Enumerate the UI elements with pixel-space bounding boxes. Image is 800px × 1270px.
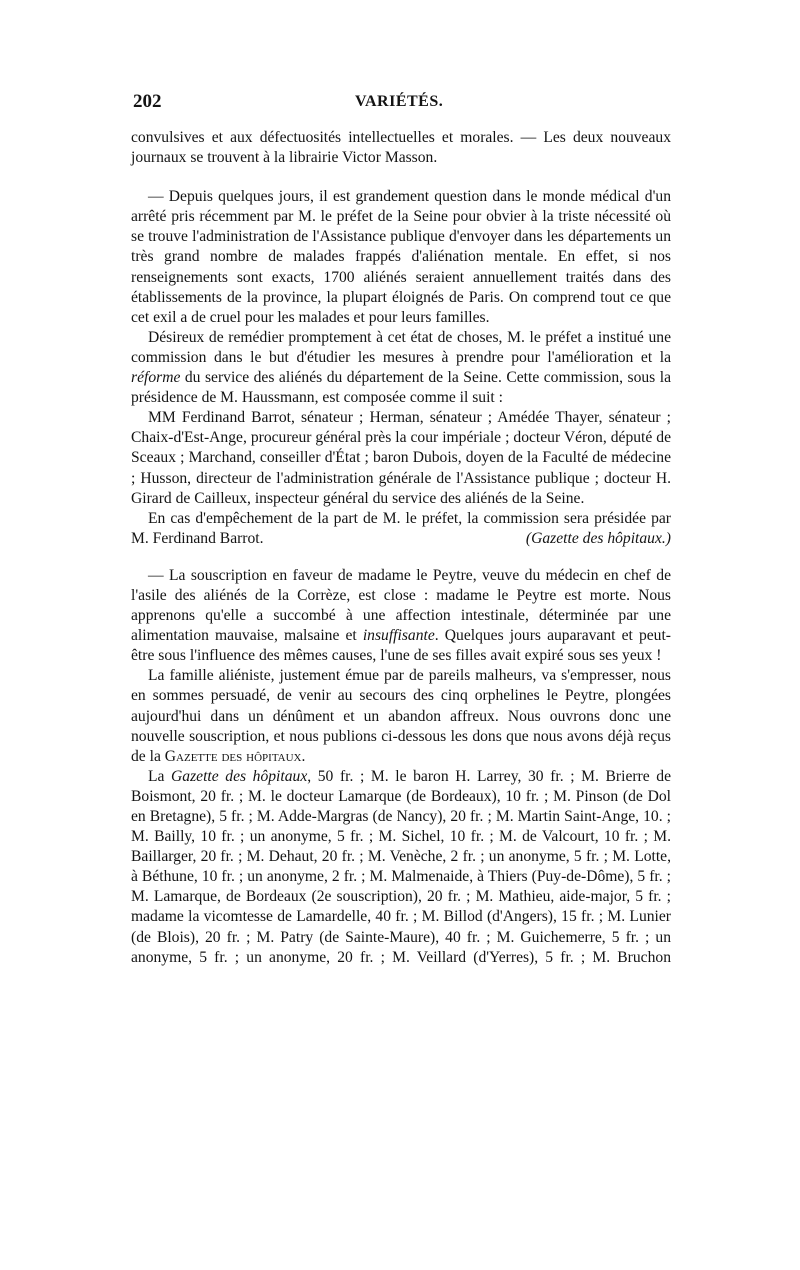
- running-head: VARIÉTÉS.: [355, 93, 444, 110]
- page-number: 202: [133, 91, 162, 112]
- appeal-text-start: La famille aliéniste, justement émue par de pareils malheurs, va s'empresser, nous en sommes persuadé, de venir au secours des cinq orphelines le Peytre, plongées aujourd'hui dans un dénûment et un abandon affreux. Nous ouvrons donc une nouvelle souscription, et nous publions ci-dessous les dons que nous avons déjà reçus de la: [131, 667, 671, 765]
- paragraph-members-list: MM Ferdinand Barrot, sénateur ; Herman, sénateur ; Amédée Thayer, sénateur ; Chaix-d'Est-Ange, procureur général près la cour impériale ; docteur Véron, député de Sceaux ; Marchand, conseiller d'État ; baron Dubois, doyen de la Faculté de médecine ; Husson, directeur de l'administration générale de l'Assistance publique ; docteur H. Girard de Cailleux, inspecteur général du service des aliénés de la Seine.: [131, 409, 671, 507]
- presidency-text: En cas d'empêchement de la part de M. le préfet, la commission sera présidée par M. Ferdinand Barrot.: [131, 509, 671, 547]
- donors-text: , 50 fr. ; M. le baron H. Larrey, 30 fr. ; M. Brierre de Boismont, 20 fr. ; M. le docteur Lamarque (de Bordeaux), 10 fr. ; M. Pinson (de Dol en Bretagne), 5 fr. ; M. Adde-Margras (de Nancy), 20 fr. ; M. Martin Saint-Ange, 10. ; M. Bailly, 10 fr. ; un anonyme, 5 fr. ; M. Sichel, 10 fr. ; M. de Valcourt, 10 fr. ; M. Baillarger, 20 fr. ; M. Dehaut, 20 fr. ; M. Venèche, 2 fr. ; un anonyme, 5 fr. ; M. Lotte, à Béthune, 10 fr. ; un anonyme, 2 fr. ; M. Malmenaide, à Thiers (Puy-de-Dôme), 5 fr. ; M. Lamarque, de Bordeaux (2e souscription), 20 fr. ; M. Mathieu, aide-major, 5 fr. ; madame la vicomtesse de Lamardelle, 40 fr. ; M. Billod (d'Angers), 15 fr. ; M. Lunier (de Blois), 20 fr. ; M. Patry (de Sainte-Maure), 40 fr. ; M. Guichemerre, 5 fr. ; un anonyme, 5 fr. ; un anonyme, 20 fr. ; M. Veillard (d'Yerres), 5 fr. ; M. Bruchon: [131, 767, 671, 966]
- commission-text-start: Désireux de remédier promptement à cet état de choses, M. le préfet a institué une commission dans le but d'étudier les mesures à prendre pour l'amélioration et la: [131, 328, 671, 366]
- paragraph-subscription: [131, 566, 671, 666]
- paragraph-family-appeal: [131, 666, 671, 766]
- source-attribution: (Gazette des hôpitaux.): [525, 529, 671, 547]
- paragraph-donors-list: [131, 767, 671, 968]
- body-text: [131, 128, 671, 968]
- donors-lead: La: [148, 767, 172, 785]
- commission-emphasis: réforme: [131, 369, 181, 387]
- donors-emphasis: Gazette des hôpitaux: [171, 767, 308, 785]
- commission-text-end: du service des aliénés du département de la Seine. Cette commission, sous la présidence de M. Haussmann, est composée comme il suit :: [131, 369, 671, 407]
- paragraph-commission: [131, 328, 671, 408]
- paragraph-asylum-decree: — Depuis quelques jours, il est grandement question dans le monde médical d'un arrêté pris récemment par M. le préfet de la Seine pour obvier à la triste nécessité où se trouve l'administration de l'Assistance publique d'envoyer dans les départements un très grand nombre de malades frappés d'aliénation mentale. En effet, si nos renseignements sont exacts, 1700 aliénés seraient annuellement traités dans des établissements de la province, la plupart éloignés de Paris. On comprend tout ce que cet exil a de cruel pour les malades et pour leurs familles.: [131, 188, 671, 326]
- appeal-text-end: .: [301, 747, 306, 765]
- gazette-small-caps: Gazette des hôpitaux: [164, 747, 302, 765]
- paragraph-presidency: [131, 509, 671, 549]
- subscription-emphasis: insuffisante: [362, 627, 435, 645]
- subscription-text-start: — La souscription en faveur de madame le Peytre, veuve du médecin en chef de l'asile des aliénés de la Corrèze, est close : madame le Peytre est morte. Nous apprenons qu'elle a succombé à une affection intestinale, déterminée par une alimentation mauvaise, malsaine et: [131, 566, 671, 645]
- subscription-text-end: . Quelques jours auparavant et peut-être sous l'influence des mêmes causes, l'une de ses filles avait expiré sous ses yeux !: [131, 627, 671, 665]
- paragraph-continuation: convulsives et aux défectuosités intellectuelles et morales. — Les deux nouveaux journaux se trouvent à la librairie Victor Masson.: [131, 129, 671, 167]
- page-header: [133, 91, 668, 117]
